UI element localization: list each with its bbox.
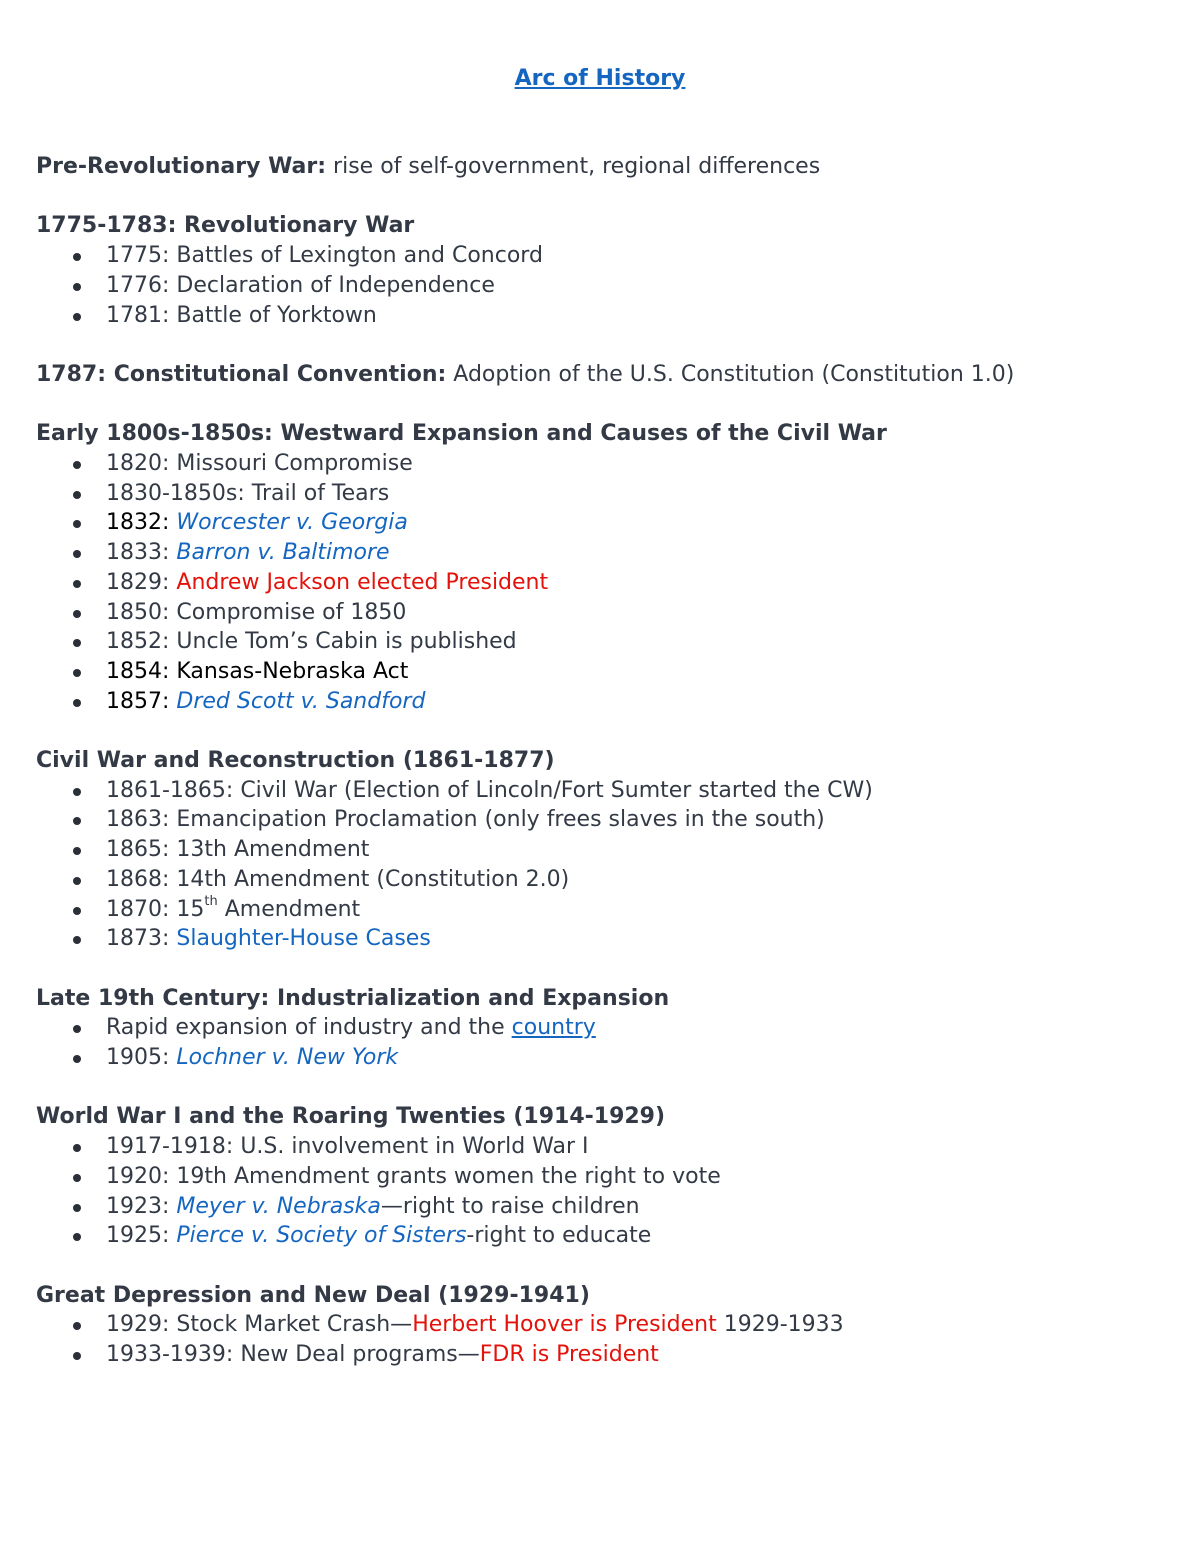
list-item	[36, 924, 1176, 954]
convention-paragraph	[36, 360, 1176, 390]
list-item	[36, 657, 1176, 687]
item-text: 1781: Battle of Yorktown	[106, 302, 377, 328]
section-great-depression	[36, 1281, 1176, 1370]
item-text: 1917-1918: U.S. involvement in World War I	[106, 1134, 589, 1160]
list-item	[36, 1310, 1176, 1340]
convention-text: Adoption of the U.S. Constitution (Constitution 1.0)	[446, 361, 1015, 387]
section-heading: World War I and the Roaring Twenties (1914-1929)	[36, 1104, 666, 1130]
item-text: 1870: 15	[106, 896, 205, 922]
convention-label: 1787: Constitutional Convention:	[36, 361, 447, 387]
bullet-list	[36, 1132, 1176, 1251]
list-item	[36, 479, 1176, 509]
item-text: 1832:	[106, 510, 177, 536]
item-text: 1861-1865: Civil War (Election of Lincoln/Fort Sumter started the CW)	[106, 777, 873, 803]
list-item	[36, 1132, 1176, 1162]
list-item	[36, 1043, 1176, 1073]
bullet-list	[36, 449, 1176, 716]
section-westward-expansion	[36, 419, 1176, 716]
item-text: 1850: Compromise of 1850	[106, 599, 407, 625]
case-name: Lochner v. New York	[176, 1045, 399, 1071]
section-heading: Early 1800s-1850s: Westward Expansion and Causes of the Civil War	[36, 421, 887, 447]
item-text: 1854: Kansas-Nebraska Act	[106, 658, 409, 684]
item-suffix: 1929-1933	[716, 1312, 844, 1338]
list-item	[36, 1192, 1176, 1222]
section-pre-revolutionary	[36, 152, 1176, 182]
item-text: 1868: 14th Amendment (Constitution 2.0)	[106, 866, 570, 892]
bullet-list	[36, 1013, 1176, 1072]
case-name: Pierce v. Society of Sisters	[176, 1223, 467, 1249]
item-text: 1830-1850s: Trail of Tears	[106, 480, 390, 506]
highlight-text: Andrew Jackson elected President	[176, 569, 549, 595]
list-item	[36, 895, 1176, 925]
bullet-list	[36, 776, 1176, 954]
item-suffix: —right to raise children	[380, 1193, 640, 1219]
section-heading: Great Depression and New Deal (1929-1941)	[36, 1282, 590, 1308]
item-text: 1852: Uncle Tom’s Cabin is published	[106, 629, 517, 655]
item-text: 1833:	[106, 540, 177, 566]
item-text: 1923:	[106, 1193, 177, 1219]
item-text: 1820: Missouri Compromise	[106, 450, 413, 476]
superscript: th	[204, 894, 218, 910]
item-text: 1929: Stock Market Crash—	[106, 1312, 413, 1338]
list-item	[36, 568, 1176, 598]
case-name: Worcester v. Georgia	[176, 510, 408, 536]
case-name: Barron v. Baltimore	[176, 540, 390, 566]
item-suffix: Amendment	[217, 896, 361, 922]
list-item	[36, 1162, 1176, 1192]
list-item	[36, 508, 1176, 538]
item-text: 1920: 19th Amendment grants women the right to vote	[106, 1163, 721, 1189]
section-constitutional-convention	[36, 360, 1176, 390]
list-item	[36, 865, 1176, 895]
case-link[interactable]: Slaughter-House Cases	[176, 926, 431, 952]
intro-paragraph	[36, 152, 1176, 182]
highlight-text: FDR is President	[479, 1342, 659, 1368]
item-text: 1857:	[106, 688, 177, 714]
item-text: 1775: Battles of Lexington and Concord	[106, 243, 543, 269]
list-item	[36, 598, 1176, 628]
list-item	[36, 835, 1176, 865]
item-text: 1829:	[106, 569, 177, 595]
item-text: 1873:	[106, 926, 177, 952]
country-link[interactable]: country	[511, 1015, 596, 1041]
section-heading: Civil War and Reconstruction (1861-1877)	[36, 748, 555, 773]
document-body	[36, 152, 1176, 1370]
list-item	[36, 241, 1176, 271]
highlight-text: Herbert Hoover is President	[412, 1312, 717, 1338]
item-text: 1925:	[106, 1223, 177, 1249]
item-suffix: -right to educate	[466, 1223, 652, 1249]
item-text: Rapid expansion of industry and the	[106, 1015, 512, 1041]
item-text: 1776: Declaration of Independence	[106, 272, 495, 298]
section-world-war-one	[36, 1102, 1176, 1251]
intro-text: rise of self-government, regional differences	[326, 154, 821, 179]
section-civil-war	[36, 746, 1176, 954]
list-item	[36, 449, 1176, 479]
list-item	[36, 1340, 1176, 1370]
list-item	[36, 627, 1176, 657]
section-heading: Late 19th Century: Industrialization and Expansion	[36, 985, 670, 1011]
item-text: 1933-1939: New Deal programs—	[106, 1342, 480, 1368]
list-item	[36, 271, 1176, 301]
list-item	[36, 1013, 1176, 1043]
list-item	[36, 301, 1176, 331]
bullet-list	[36, 241, 1176, 330]
item-text: 1905:	[106, 1045, 177, 1071]
list-item	[36, 805, 1176, 835]
list-item	[36, 538, 1176, 568]
section-industrialization	[36, 984, 1176, 1073]
list-item	[36, 776, 1176, 806]
item-text: 1863: Emancipation Proclamation (only frees slaves in the south)	[106, 807, 825, 833]
intro-label: Pre-Revolutionary War:	[36, 154, 327, 179]
list-item	[36, 687, 1176, 717]
list-item	[36, 1221, 1176, 1251]
document-title	[0, 64, 1200, 94]
section-revolutionary-war	[36, 211, 1176, 330]
case-name: Dred Scott v. Sandford	[176, 688, 426, 714]
section-heading: 1775-1783: Revolutionary War	[36, 213, 415, 239]
case-name: Meyer v. Nebraska	[176, 1193, 381, 1219]
bullet-list	[36, 1310, 1176, 1369]
title-link[interactable]: Arc of History	[514, 66, 686, 91]
item-text: 1865: 13th Amendment	[106, 837, 370, 863]
